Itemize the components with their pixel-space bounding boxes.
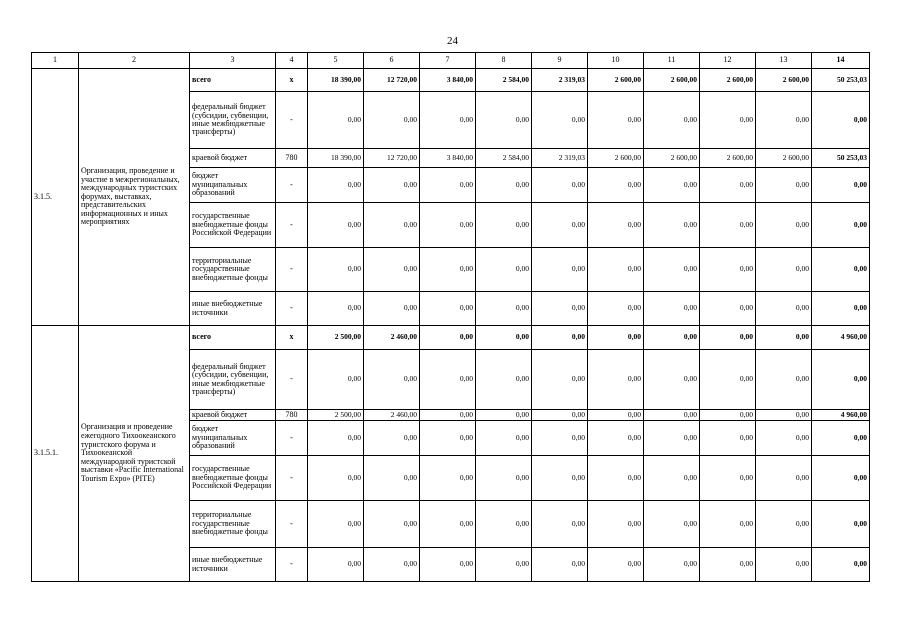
year-value: 0,00 xyxy=(644,248,700,292)
year-value: 0,00 xyxy=(588,350,644,410)
year-value: 0,00 xyxy=(588,456,644,501)
year-value: 0,00 xyxy=(308,248,364,292)
header-cell: 13 xyxy=(756,53,812,69)
year-value: 0,00 xyxy=(532,92,588,149)
header-cell: 12 xyxy=(700,53,756,69)
year-value: 0,00 xyxy=(532,501,588,548)
total-value: 4 960,00 xyxy=(812,410,870,421)
funding-source: краевой бюджет xyxy=(190,410,276,421)
funding-source: бюджет муниципальных образований xyxy=(190,168,276,203)
year-value: 0,00 xyxy=(700,92,756,149)
year-value: 2 600,00 xyxy=(588,69,644,92)
year-value: 0,00 xyxy=(756,350,812,410)
year-value: 0,00 xyxy=(700,292,756,326)
funding-source: государственные внебюджетные фонды Российской Федерации xyxy=(190,456,276,501)
total-value: 0,00 xyxy=(812,168,870,203)
funding-source: федеральный бюджет (субсидии, субвенции, иные межбюджетные трансферты) xyxy=(190,350,276,410)
year-value: 0,00 xyxy=(700,168,756,203)
kbk-code: - xyxy=(276,350,308,410)
year-value: 2 600,00 xyxy=(588,149,644,168)
year-value: 12 720,00 xyxy=(364,69,420,92)
year-value: 0,00 xyxy=(644,456,700,501)
year-value: 0,00 xyxy=(308,168,364,203)
row-code: 3.1.5. xyxy=(32,69,79,326)
kbk-code: - xyxy=(276,203,308,248)
year-value: 0,00 xyxy=(588,501,644,548)
header-cell: 5 xyxy=(308,53,364,69)
year-value: 0,00 xyxy=(308,203,364,248)
header-cell: 9 xyxy=(532,53,588,69)
total-value: 4 960,00 xyxy=(812,326,870,350)
year-value: 0,00 xyxy=(588,326,644,350)
year-value: 0,00 xyxy=(364,168,420,203)
page-number: 24 xyxy=(447,35,458,47)
year-value: 0,00 xyxy=(476,326,532,350)
kbk-code: - xyxy=(276,421,308,456)
year-value: 0,00 xyxy=(588,410,644,421)
total-value: 50 253,03 xyxy=(812,149,870,168)
year-value: 0,00 xyxy=(700,203,756,248)
kbk-code: х xyxy=(276,326,308,350)
year-value: 0,00 xyxy=(476,203,532,248)
funding-source: бюджет муниципальных образований xyxy=(190,421,276,456)
year-value: 0,00 xyxy=(308,292,364,326)
year-value: 2 319,03 xyxy=(532,69,588,92)
total-value: 0,00 xyxy=(812,203,870,248)
header-cell: 10 xyxy=(588,53,644,69)
year-value: 0,00 xyxy=(644,548,700,582)
header-cell: 7 xyxy=(420,53,476,69)
year-value: 0,00 xyxy=(700,456,756,501)
year-value: 0,00 xyxy=(420,248,476,292)
year-value: 2 600,00 xyxy=(644,149,700,168)
year-value: 2 319,03 xyxy=(532,149,588,168)
total-value: 0,00 xyxy=(812,456,870,501)
row-code: 3.1.5.1. xyxy=(32,326,79,582)
year-value: 2 600,00 xyxy=(756,69,812,92)
total-value: 0,00 xyxy=(812,501,870,548)
column-number-header xyxy=(32,53,870,69)
year-value: 0,00 xyxy=(420,410,476,421)
kbk-code: - xyxy=(276,248,308,292)
year-value: 2 460,00 xyxy=(364,410,420,421)
total-value: 0,00 xyxy=(812,92,870,149)
year-value: 0,00 xyxy=(420,501,476,548)
funding-source: иные внебюджетные источники xyxy=(190,292,276,326)
header-cell: 1 xyxy=(32,53,79,69)
year-value: 0,00 xyxy=(532,421,588,456)
year-value: 0,00 xyxy=(476,501,532,548)
kbk-code: - xyxy=(276,548,308,582)
kbk-code: - xyxy=(276,92,308,149)
funding-source: территориальные государственные внебюджетные фонды xyxy=(190,248,276,292)
year-value: 0,00 xyxy=(700,501,756,548)
year-value: 0,00 xyxy=(532,326,588,350)
header-cell: 14 xyxy=(812,53,870,69)
year-value: 0,00 xyxy=(700,410,756,421)
year-value: 0,00 xyxy=(588,248,644,292)
year-value: 0,00 xyxy=(756,92,812,149)
year-value: 0,00 xyxy=(364,92,420,149)
year-value: 0,00 xyxy=(420,548,476,582)
year-value: 0,00 xyxy=(364,501,420,548)
year-value: 2 584,00 xyxy=(476,69,532,92)
table-row xyxy=(32,326,870,350)
year-value: 3 840,00 xyxy=(420,69,476,92)
funding-source: иные внебюджетные источники xyxy=(190,548,276,582)
year-value: 0,00 xyxy=(364,456,420,501)
year-value: 18 390,00 xyxy=(308,149,364,168)
year-value: 0,00 xyxy=(588,292,644,326)
year-value: 18 390,00 xyxy=(308,69,364,92)
year-value: 0,00 xyxy=(364,248,420,292)
kbk-code: х xyxy=(276,69,308,92)
funding-source: территориальные государственные внебюджетные фонды xyxy=(190,501,276,548)
year-value: 0,00 xyxy=(588,168,644,203)
year-value: 0,00 xyxy=(644,292,700,326)
total-value: 0,00 xyxy=(812,292,870,326)
year-value: 2 600,00 xyxy=(644,69,700,92)
year-value: 0,00 xyxy=(476,350,532,410)
year-value: 0,00 xyxy=(532,350,588,410)
year-value: 0,00 xyxy=(644,326,700,350)
year-value: 0,00 xyxy=(532,248,588,292)
year-value: 0,00 xyxy=(756,326,812,350)
kbk-code: - xyxy=(276,168,308,203)
year-value: 2 500,00 xyxy=(308,410,364,421)
year-value: 0,00 xyxy=(476,421,532,456)
year-value: 2 600,00 xyxy=(756,149,812,168)
year-value: 0,00 xyxy=(420,421,476,456)
year-value: 0,00 xyxy=(700,350,756,410)
activity-name: Организация и проведение ежегодного Тихоокеанского туристского форума и Тихоокеанской международной туристской выставки «Pacific International Tourism Expo» (PITE) xyxy=(79,326,190,582)
year-value: 0,00 xyxy=(532,292,588,326)
year-value: 0,00 xyxy=(420,350,476,410)
year-value: 0,00 xyxy=(756,456,812,501)
year-value: 0,00 xyxy=(308,501,364,548)
funding-source: всего xyxy=(190,326,276,350)
total-value: 0,00 xyxy=(812,421,870,456)
year-value: 0,00 xyxy=(644,350,700,410)
funding-source: краевой бюджет xyxy=(190,149,276,168)
funding-source: федеральный бюджет (субсидии, субвенции, иные межбюджетные трансферты) xyxy=(190,92,276,149)
funding-source: государственные внебюджетные фонды Российской Федерации xyxy=(190,203,276,248)
year-value: 0,00 xyxy=(700,248,756,292)
year-value: 0,00 xyxy=(308,548,364,582)
year-value: 0,00 xyxy=(532,548,588,582)
total-value: 0,00 xyxy=(812,248,870,292)
year-value: 2 600,00 xyxy=(700,69,756,92)
year-value: 0,00 xyxy=(532,203,588,248)
total-value: 0,00 xyxy=(812,548,870,582)
year-value: 0,00 xyxy=(756,501,812,548)
kbk-code: 780 xyxy=(276,410,308,421)
budget-table xyxy=(31,52,870,582)
year-value: 0,00 xyxy=(420,292,476,326)
header-cell: 3 xyxy=(190,53,276,69)
total-value: 50 253,03 xyxy=(812,69,870,92)
year-value: 0,00 xyxy=(476,410,532,421)
year-value: 0,00 xyxy=(644,410,700,421)
activity-name: Организация, проведение и участие в межрегиональных, международных туристских форумах, выставках, представительских информационных и иных мероприятиях xyxy=(79,69,190,326)
year-value: 0,00 xyxy=(364,350,420,410)
year-value: 0,00 xyxy=(420,168,476,203)
total-value: 0,00 xyxy=(812,350,870,410)
year-value: 0,00 xyxy=(364,421,420,456)
year-value: 0,00 xyxy=(308,421,364,456)
header-cell: 6 xyxy=(364,53,420,69)
year-value: 0,00 xyxy=(364,292,420,326)
year-value: 0,00 xyxy=(756,203,812,248)
year-value: 0,00 xyxy=(364,203,420,248)
year-value: 2 584,00 xyxy=(476,149,532,168)
year-value: 0,00 xyxy=(644,92,700,149)
year-value: 0,00 xyxy=(700,421,756,456)
year-value: 0,00 xyxy=(532,410,588,421)
header-cell: 4 xyxy=(276,53,308,69)
year-value: 0,00 xyxy=(476,248,532,292)
year-value: 0,00 xyxy=(308,350,364,410)
kbk-code: - xyxy=(276,292,308,326)
year-value: 0,00 xyxy=(308,92,364,149)
year-value: 0,00 xyxy=(420,326,476,350)
year-value: 0,00 xyxy=(756,421,812,456)
year-value: 0,00 xyxy=(700,548,756,582)
year-value: 0,00 xyxy=(644,421,700,456)
header-cell: 8 xyxy=(476,53,532,69)
year-value: 0,00 xyxy=(420,92,476,149)
year-value: 0,00 xyxy=(756,548,812,582)
year-value: 0,00 xyxy=(476,168,532,203)
year-value: 0,00 xyxy=(756,248,812,292)
year-value: 0,00 xyxy=(588,203,644,248)
year-value: 0,00 xyxy=(756,168,812,203)
header-cell: 11 xyxy=(644,53,700,69)
kbk-code: 780 xyxy=(276,149,308,168)
kbk-code: - xyxy=(276,456,308,501)
year-value: 12 720,00 xyxy=(364,149,420,168)
year-value: 0,00 xyxy=(700,326,756,350)
year-value: 0,00 xyxy=(476,456,532,501)
kbk-code: - xyxy=(276,501,308,548)
year-value: 2 600,00 xyxy=(700,149,756,168)
year-value: 0,00 xyxy=(476,92,532,149)
year-value: 0,00 xyxy=(644,168,700,203)
table-row xyxy=(32,69,870,92)
year-value: 0,00 xyxy=(644,501,700,548)
year-value: 0,00 xyxy=(756,292,812,326)
year-value: 0,00 xyxy=(588,548,644,582)
funding-source: всего xyxy=(190,69,276,92)
year-value: 2 460,00 xyxy=(364,326,420,350)
year-value: 3 840,00 xyxy=(420,149,476,168)
year-value: 2 500,00 xyxy=(308,326,364,350)
year-value: 0,00 xyxy=(756,410,812,421)
year-value: 0,00 xyxy=(532,456,588,501)
year-value: 0,00 xyxy=(308,456,364,501)
year-value: 0,00 xyxy=(420,456,476,501)
header-cell: 2 xyxy=(79,53,190,69)
year-value: 0,00 xyxy=(476,292,532,326)
year-value: 0,00 xyxy=(420,203,476,248)
year-value: 0,00 xyxy=(644,203,700,248)
year-value: 0,00 xyxy=(476,548,532,582)
year-value: 0,00 xyxy=(532,168,588,203)
year-value: 0,00 xyxy=(588,421,644,456)
year-value: 0,00 xyxy=(364,548,420,582)
year-value: 0,00 xyxy=(588,92,644,149)
